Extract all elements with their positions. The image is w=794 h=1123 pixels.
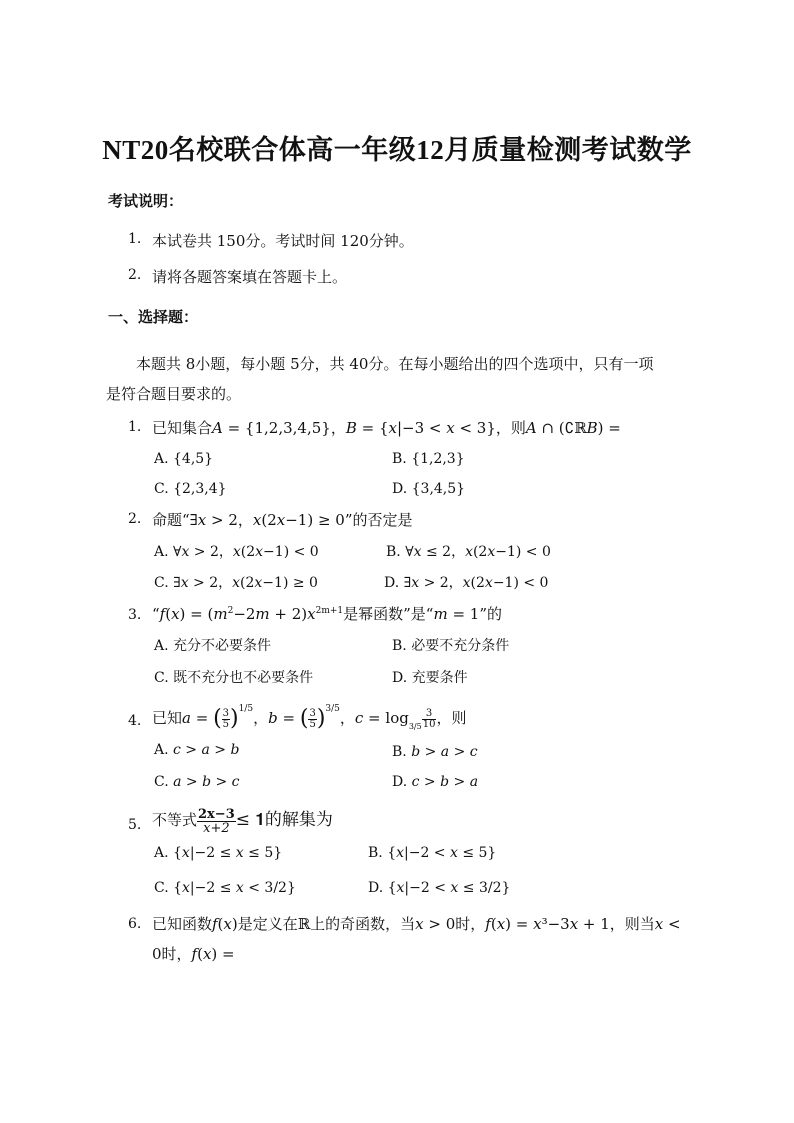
section-heading: 一、选择题： xyxy=(108,308,199,326)
instruction-num-1: 1. xyxy=(128,231,142,247)
stem-part: ，则 xyxy=(436,709,467,727)
instruction-text-1: 本试卷共 150分。考试时间 120分钟。 xyxy=(152,232,414,250)
section-intro-line1: 本题共 8小题，每小题 5分，共 40分。在每小题给出的四个选项中，只有一项 xyxy=(136,355,654,373)
question-num: 6. xyxy=(128,916,142,932)
option-b: B. 必要不充分条件 xyxy=(392,638,510,654)
option-d: D. 𝑐 > 𝑏 > 𝑎 xyxy=(392,774,479,790)
exponent-a: 1/5 xyxy=(238,704,254,714)
question-num: 1. xyxy=(128,419,142,435)
question-num: 3. xyxy=(128,607,142,623)
question-stem-line1: 已知函数𝑓(𝑥)是定义在ℝ上的奇函数，当𝑥 > 0时，𝑓(𝑥) = 𝑥³−3𝑥 + 1，则当𝑥 < xyxy=(152,915,681,933)
section-intro-line2: 是符合题目要求的。 xyxy=(106,385,242,403)
stem-part: ，𝑏 = xyxy=(253,709,296,727)
option-c: C. ∃𝑥 > 2，𝑥(2𝑥−1) ≥ 0 xyxy=(154,575,318,591)
stem-part: 不等式 xyxy=(152,811,198,829)
title-part-2: 名校联合体高一年级 xyxy=(168,135,417,166)
exponent-b: 3/5 xyxy=(325,704,340,714)
option-a: A. {𝑥|−2 ≤ 𝑥 ≤ 5} xyxy=(154,845,283,861)
title-part-4: 月质量检测考试数学 xyxy=(444,135,692,166)
option-b: B. {1,2,3} xyxy=(392,451,465,467)
option-b: B. ∀𝑥 ≤ 2，𝑥(2𝑥−1) < 0 xyxy=(386,544,551,560)
fraction-c: $\frac{3}{10}$ xyxy=(422,707,436,730)
question-stem xyxy=(152,798,333,842)
stem-part: ，𝑐 = log xyxy=(339,709,409,727)
instruction-num-2: 2. xyxy=(128,267,142,283)
option-c: C. 𝑎 > 𝑏 > 𝑐 xyxy=(154,774,240,790)
option-a: A. 𝑐 > 𝑎 > 𝑏 xyxy=(154,742,240,758)
log-base: 3/5 xyxy=(408,722,422,731)
option-a: A. 充分不必要条件 xyxy=(154,638,272,654)
stem-part: “𝑓(𝑥) = (𝑚 xyxy=(152,605,228,623)
option-a: A. ∀𝑥 > 2，𝑥(2𝑥−1) < 0 xyxy=(154,544,319,560)
title-part-1: NT20 xyxy=(102,135,169,165)
option-d: D. 充要条件 xyxy=(392,670,468,686)
question-stem: 命题“∃𝑥 > 2，𝑥(2𝑥−1) ≥ 0”的否定是 xyxy=(152,511,413,529)
stem-superscript: 2m+1 xyxy=(315,606,344,616)
stem-superscript: 2 xyxy=(227,606,234,616)
stem-part: 是幂函数”是“𝑚 = 1”的 xyxy=(343,605,503,623)
question-stem: 已知𝑎 = ( $\frac{3}{5}$ )$^{1/5}$，𝑏 = ( $\frac{3}{5}$ )$^{3/5}$，𝑐 = $\log_{3/5}$ $\frac{3}{10}$ ，则 xyxy=(152,704,467,731)
title-part-3: 12 xyxy=(416,135,445,165)
option-d: D. {𝑥|−2 < 𝑥 ≤ 3/2} xyxy=(368,880,511,896)
instructions-heading: 考试说明： xyxy=(108,192,184,210)
option-a: A. {4,5} xyxy=(154,451,214,467)
question-stem xyxy=(152,603,502,624)
question-num: 4. xyxy=(128,713,142,729)
instruction-text-2: 请将各题答案填在答题卡上。 xyxy=(152,268,348,286)
option-b: B. {𝑥|−2 < 𝑥 ≤ 5} xyxy=(368,845,497,861)
option-d: D. ∃𝑥 > 2，𝑥(2𝑥−1) < 0 xyxy=(384,575,549,591)
stem-part: 已知𝑎 = xyxy=(152,709,209,727)
stem-part: −2𝑚 + 2)𝑥 xyxy=(233,605,316,623)
question-stem: 已知集合𝐴 = {1,2,3,4,5}，𝐵 = {𝑥|−3 < 𝑥 < 3}，则𝐴 ∩ (∁ℝ𝐵) = xyxy=(152,419,621,437)
question-num: 5. xyxy=(128,817,142,833)
fraction-b: $\frac{3}{5}$ xyxy=(309,707,316,730)
fraction: $\frac{2x-3}{x+2}$ xyxy=(198,806,235,836)
question-num: 2. xyxy=(128,511,142,527)
stem-part: ≤ 𝟏的解集为 xyxy=(235,810,333,830)
fraction-a: $\frac{3}{5}$ xyxy=(222,707,230,730)
page-title xyxy=(0,128,794,167)
question-stem-line2: 0时，𝑓(𝑥) = xyxy=(152,945,235,963)
option-c: C. {𝑥|−2 ≤ 𝑥 < 3/2} xyxy=(154,880,296,896)
option-c: C. {2,3,4} xyxy=(154,481,227,497)
option-b: B. 𝑏 > 𝑎 > 𝑐 xyxy=(392,744,478,760)
option-c: C. 既不充分也不必要条件 xyxy=(154,670,314,686)
option-d: D. {3,4,5} xyxy=(392,481,466,497)
